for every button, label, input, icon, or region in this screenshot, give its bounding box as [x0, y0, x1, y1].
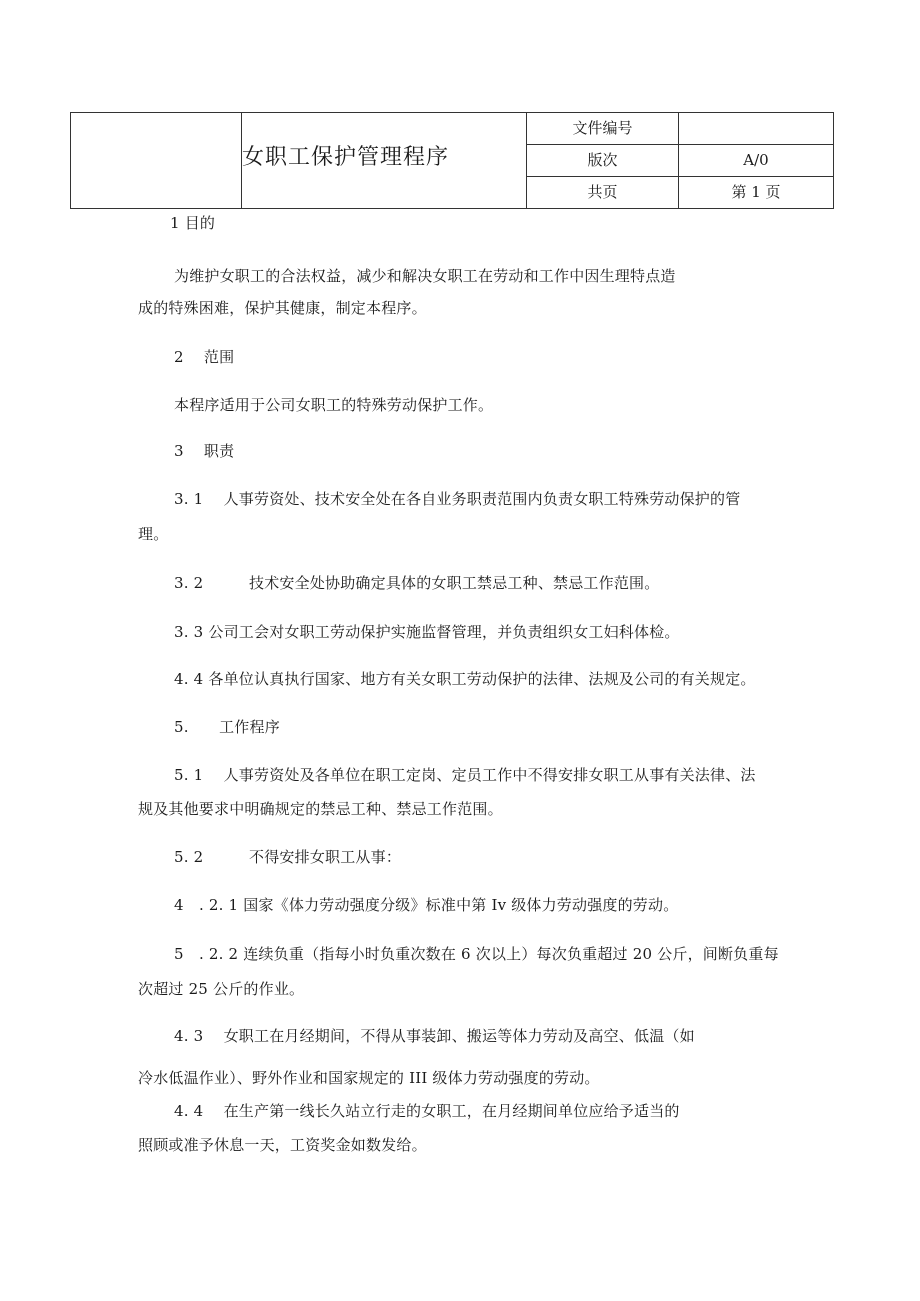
- section-5-heading: 5. 工作程序: [174, 718, 280, 736]
- section-5-1-line-2: 规及其他要求中明确规定的禁忌工种、禁忌工作范围。: [138, 800, 503, 818]
- page-count-label: 共页: [527, 177, 679, 209]
- section-5-2-2-line-2: 次超过 25 公斤的作业。: [138, 980, 305, 998]
- version-label: 版次: [527, 145, 679, 177]
- section-3-heading: 3 职责: [174, 442, 235, 460]
- page-number-value: 第 1 页: [679, 177, 834, 209]
- file-number-label: 文件编号: [527, 113, 679, 145]
- section-4-4b-line-2: 照顾或准予休息一天，工资奖金如数发给。: [138, 1136, 427, 1154]
- section-4-2-1: 4 . 2. 1 国家《体力劳动强度分级》标准中第 Iv 级体力劳动强度的劳动。: [174, 896, 679, 914]
- logo-cell: [71, 113, 242, 209]
- section-4-3-line-2: 冷水低温作业）、野外作业和国家规定的 III 级体力劳动强度的劳动。: [138, 1069, 600, 1087]
- section-4-4b-line-1: 4. 4 在生产第一线长久站立行走的女职工，在月经期间单位应给予适当的: [174, 1102, 680, 1120]
- document-title: 女职工保护管理程序: [242, 113, 527, 209]
- section-3-1-line-2: 理。: [138, 525, 169, 543]
- section-1-text-line-2: 成的特殊困难，保护其健康，制定本程序。: [138, 299, 427, 317]
- section-3-3: 3. 3 公司工会对女职工劳动保护实施监督管理，并负责组织女工妇科体检。: [174, 623, 680, 641]
- version-value: A/0: [679, 145, 834, 177]
- section-4-3-line-1: 4. 3 女职工在月经期间，不得从事装卸、搬运等体力劳动及高空、低温（如: [174, 1027, 695, 1045]
- file-number-value: [679, 113, 834, 145]
- section-2-heading: 2 范围: [174, 348, 235, 366]
- section-1-text-line-1: 为维护女职工的合法权益，减少和解决女职工在劳动和工作中因生理特点造: [174, 267, 676, 285]
- section-3-1-line-1: 3. 1 人事劳资处、技术安全处在各自业务职责范围内负责女职工特殊劳动保护的管: [174, 490, 741, 508]
- section-2-text: 本程序适用于公司女职工的特殊劳动保护工作。: [174, 396, 494, 414]
- section-4-4: 4. 4 各单位认真执行国家、地方有关女职工劳动保护的法律、法规及公司的有关规定。: [174, 670, 756, 688]
- section-5-1-line-1: 5. 1 人事劳资处及各单位在职工定岗、定员工作中不得安排女职工从事有关法律、法: [174, 766, 756, 784]
- document-header-table: [70, 112, 834, 209]
- section-3-2: 3. 2 技术安全处协助确定具体的女职工禁忌工种、禁忌工作范围。: [174, 574, 660, 592]
- section-5-2: 5. 2 不得安排女职工从事：: [174, 848, 402, 866]
- section-5-2-2-line-1: 5 . 2. 2 连续负重（指每小时负重次数在 6 次以上）每次负重超过 20 公斤，间断负重每: [174, 945, 779, 963]
- section-1-heading: 1 目的: [170, 214, 216, 232]
